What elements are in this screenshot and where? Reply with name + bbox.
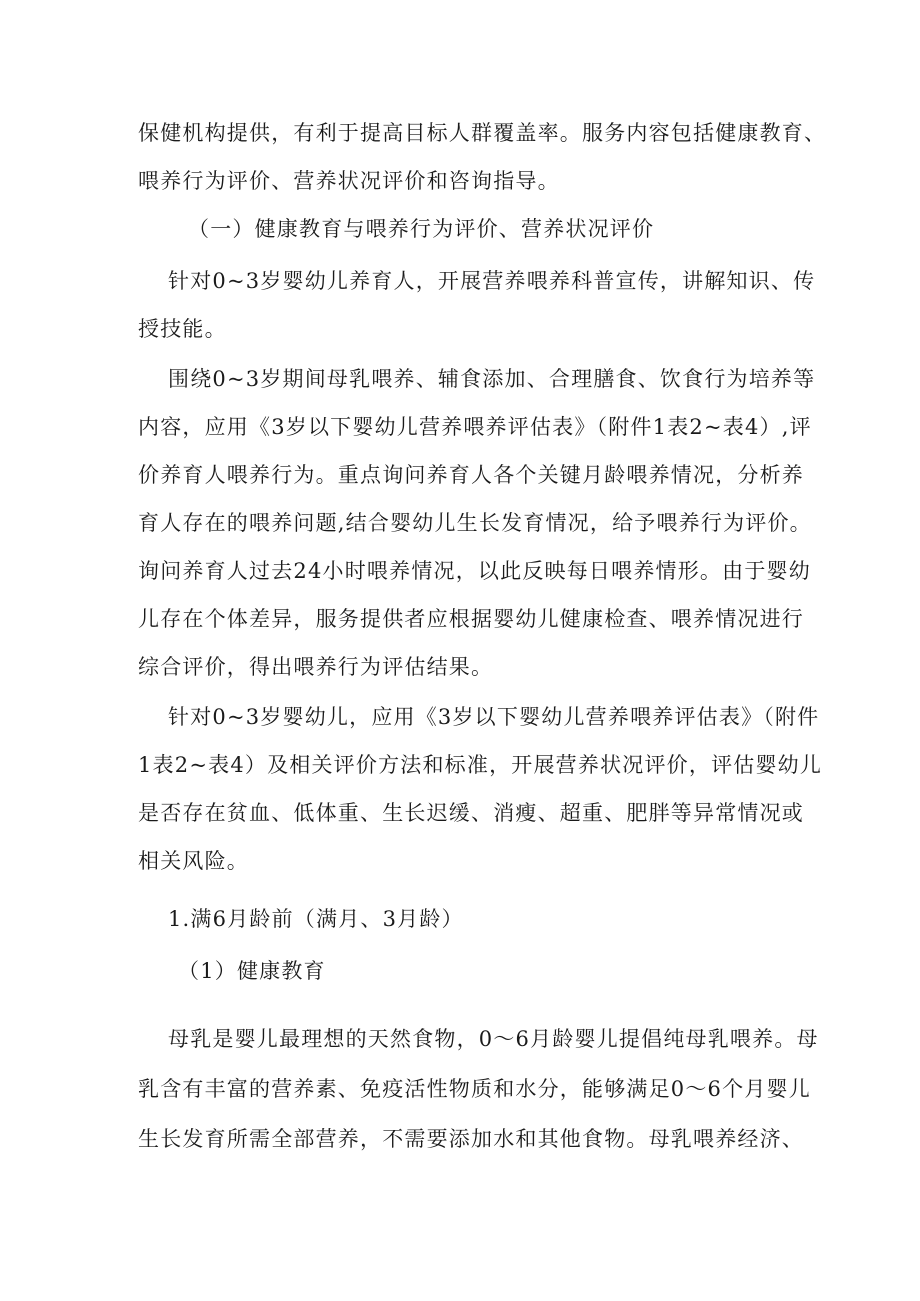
paragraph-line: 育人存在的喂养问题,结合婴幼儿生长发育情况，给予喂养行为评价。 [138,511,812,535]
paragraph-line: 综合评价，得出喂养行为评估结果。 [138,655,494,679]
paragraph-line: 保健机构提供，有利于提高目标人群覆盖率。服务内容包括健康教育、 [138,121,827,145]
paragraph-line: 价养育人喂养行为。重点询问养育人各个关键月龄喂养情况，分析养 [138,463,804,487]
section-heading: （一）健康教育与喂养行为评价、营养状况评价 [188,217,655,241]
paragraph-line: 内容，应用《3岁以下婴幼儿营养喂养评估表》（附件1表2~表4）,评 [138,415,812,439]
paragraph-line: 是否存在贫血、低体重、生长迟缓、消瘦、超重、肥胖等异常情况或 [138,801,804,825]
paragraph-line: 针对0~3岁婴幼儿，应用《3岁以下婴幼儿营养喂养评估表》（附件 [168,705,820,729]
paragraph-line: 授技能。 [138,317,227,341]
paragraph-line: 喂养行为评价、营养状况评价和咨询指导。 [138,169,560,193]
paragraph-line: 乳含有丰富的营养素、免疫活性物质和水分，能够满足0～6个月婴儿 [138,1077,811,1101]
paragraph-line: 儿存在个体差异，服务提供者应根据婴幼儿健康检查、喂养情况进行 [138,607,804,631]
paragraph-line: 相关风险。 [138,849,249,873]
subsection-heading: 1.满6月龄前（满月、3月龄） [168,907,464,931]
paragraph-line: 询问养育人过去24小时喂养情况，以此反映每日喂养情形。由于婴幼 [138,559,811,583]
subsection-heading: （1）健康教育 [178,959,326,983]
paragraph-line: 母乳是婴儿最理想的天然食物，0～6月龄婴儿提倡纯母乳喂养。母 [168,1027,819,1051]
paragraph-line: 围绕0~3岁期间母乳喂养、辅食添加、合理膳食、饮食行为培养等 [168,367,816,391]
paragraph-line: 1表2~表4）及相关评价方法和标准，开展营养状况评价，评估婴幼儿 [138,753,823,777]
paragraph-line: 生长发育所需全部营养，不需要添加水和其他食物。母乳喂养经济、 [138,1127,804,1151]
paragraph-line: 针对0~3岁婴幼儿养育人，开展营养喂养科普宣传，讲解知识、传 [168,269,816,293]
